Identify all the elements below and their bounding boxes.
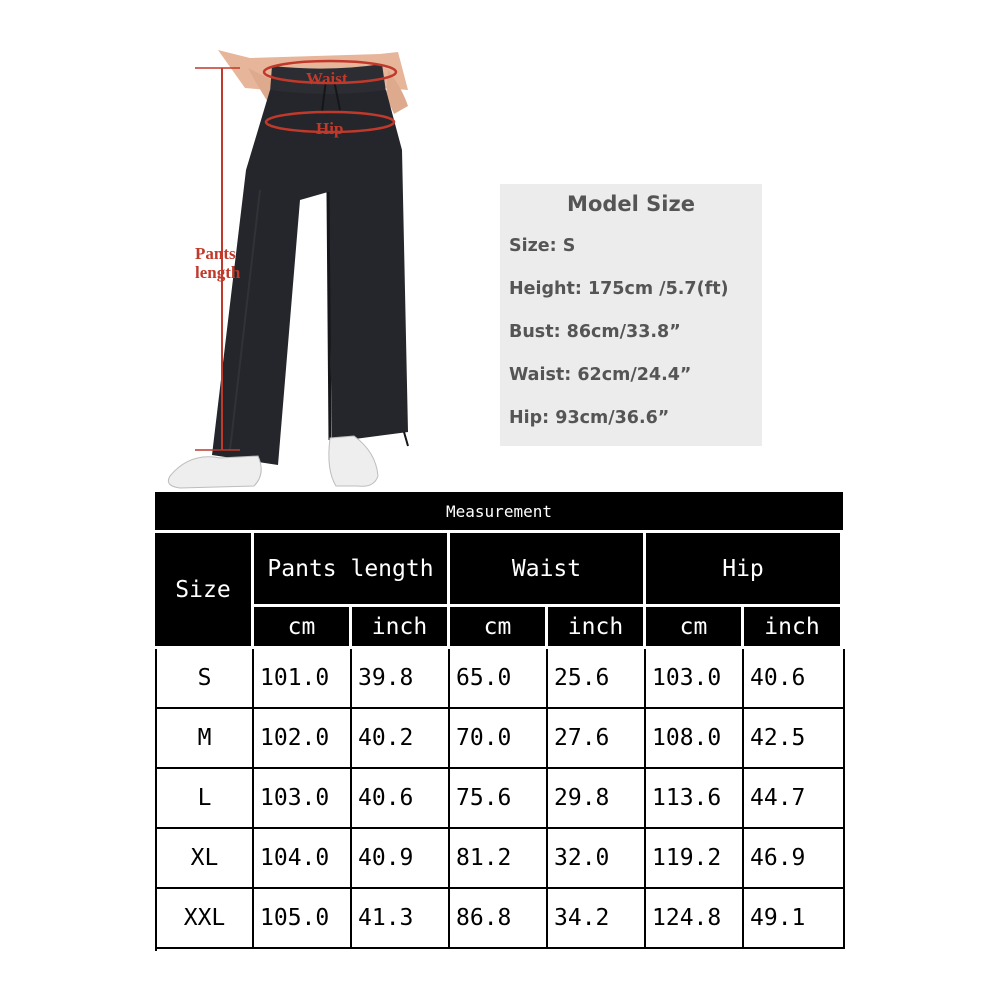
unit-header: cm bbox=[254, 607, 352, 649]
group-header-pants-length: Pants length bbox=[254, 533, 450, 607]
table-cell: 40.6 bbox=[352, 769, 450, 829]
table-cell: 101.0 bbox=[254, 649, 352, 709]
table-cell: 70.0 bbox=[450, 709, 548, 769]
table-body bbox=[155, 649, 845, 951]
unit-header: inch bbox=[548, 607, 646, 649]
product-figure bbox=[150, 40, 450, 495]
table-cell: 103.0 bbox=[254, 769, 352, 829]
table-cell: 105.0 bbox=[254, 889, 352, 949]
table-cell: 40.2 bbox=[352, 709, 450, 769]
table-cell: 81.2 bbox=[450, 829, 548, 889]
table-cell: 25.6 bbox=[548, 649, 646, 709]
size-cell: M bbox=[157, 709, 254, 769]
table-cell: 102.0 bbox=[254, 709, 352, 769]
model-waist-line: Waist: 62cm/24.4” bbox=[509, 365, 692, 385]
table-cell: 39.8 bbox=[352, 649, 450, 709]
table-cell: 42.5 bbox=[744, 709, 845, 769]
size-cell: S bbox=[157, 649, 254, 709]
group-header-hip: Hip bbox=[646, 533, 843, 607]
table-cell: 27.6 bbox=[548, 709, 646, 769]
pants-length-label: Pants length bbox=[195, 244, 241, 282]
table-cell: 46.9 bbox=[744, 829, 845, 889]
unit-header: inch bbox=[352, 607, 450, 649]
hip-label: Hip bbox=[316, 119, 344, 138]
unit-header: inch bbox=[744, 607, 843, 649]
size-chart-table bbox=[155, 492, 845, 951]
model-size-title: Model Size bbox=[567, 192, 695, 216]
group-header-waist: Waist bbox=[450, 533, 646, 607]
table-title: Measurement bbox=[155, 492, 843, 533]
table-cell: 108.0 bbox=[646, 709, 744, 769]
model-size-line: Size: S bbox=[509, 236, 576, 256]
table-cell: 104.0 bbox=[254, 829, 352, 889]
size-header: Size bbox=[155, 533, 254, 649]
model-size-box bbox=[500, 184, 762, 446]
table-cell: 86.8 bbox=[450, 889, 548, 949]
table-cell: 113.6 bbox=[646, 769, 744, 829]
model-height-line: Height: 175cm /5.7(ft) bbox=[509, 279, 729, 299]
table-cell: 75.6 bbox=[450, 769, 548, 829]
table-cell: 103.0 bbox=[646, 649, 744, 709]
table-cell: 49.1 bbox=[744, 889, 845, 949]
unit-header: cm bbox=[450, 607, 548, 649]
size-cell: L bbox=[157, 769, 254, 829]
table-cell: 34.2 bbox=[548, 889, 646, 949]
size-cell: XL bbox=[157, 829, 254, 889]
table-cell: 40.6 bbox=[744, 649, 845, 709]
table-cell: 32.0 bbox=[548, 829, 646, 889]
table-cell: 29.8 bbox=[548, 769, 646, 829]
waist-label: Waist bbox=[306, 69, 348, 88]
table-cell: 124.8 bbox=[646, 889, 744, 949]
unit-header: cm bbox=[646, 607, 744, 649]
model-bust-line: Bust: 86cm/33.8” bbox=[509, 322, 681, 342]
size-cell: XXL bbox=[157, 889, 254, 949]
table-cell: 40.9 bbox=[352, 829, 450, 889]
model-hip-line: Hip: 93cm/36.6” bbox=[509, 408, 670, 428]
table-cell: 65.0 bbox=[450, 649, 548, 709]
table-cell: 44.7 bbox=[744, 769, 845, 829]
table-cell: 41.3 bbox=[352, 889, 450, 949]
table-cell: 119.2 bbox=[646, 829, 744, 889]
